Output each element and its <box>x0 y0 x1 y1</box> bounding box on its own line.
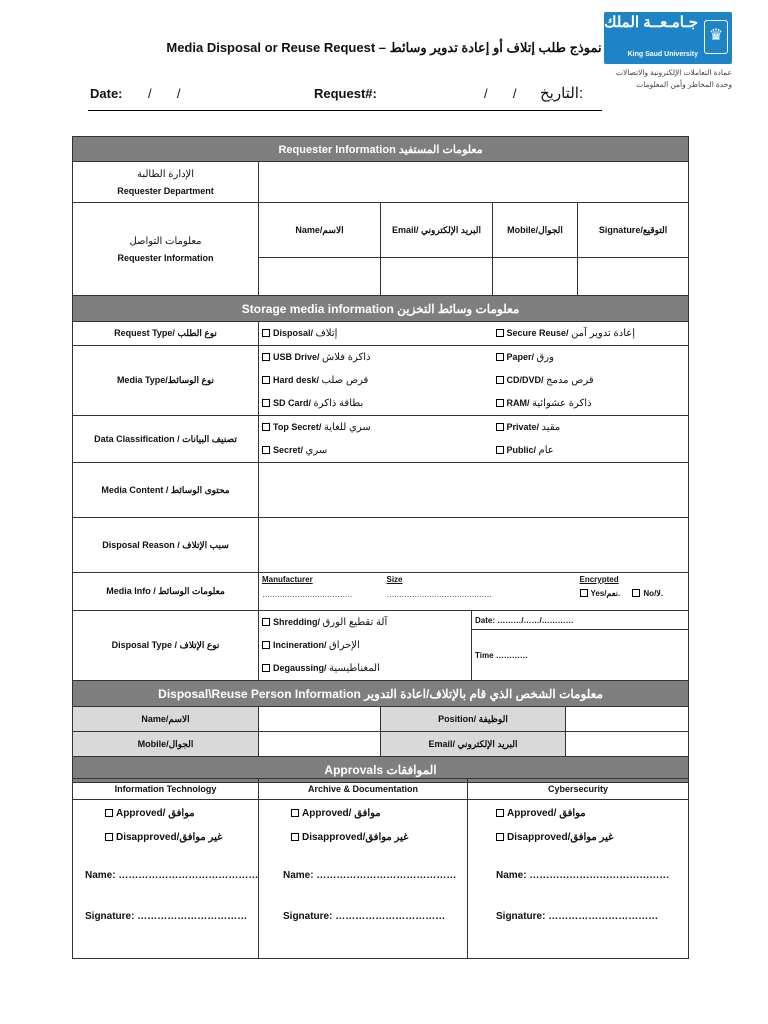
storage-section-header: Storage media information معلومات وسائط التخزين <box>73 296 689 322</box>
option-paper[interactable]: Paper/ ورق <box>496 346 686 369</box>
column-email: Email/ البريد الإلكتروني <box>381 203 493 258</box>
person-email-label: Email/ البريد الإلكتروني <box>381 732 566 757</box>
checkbox[interactable] <box>262 329 270 337</box>
encrypted-label: Encrypted <box>579 575 619 584</box>
archive-name-line[interactable]: Name: …………………………………… <box>283 870 457 881</box>
cyber-signature-line[interactable]: Signature: …………………………… <box>496 911 659 922</box>
logo-english-name: King Saud University <box>627 51 698 58</box>
media-content-label: Media Content / محتوى الوسائط <box>73 463 259 518</box>
approval-col-archive: Archive & Documentation <box>259 779 468 800</box>
option-degaussing[interactable]: Degaussing/ المغناطيسية <box>262 657 468 680</box>
disposal-time-field[interactable]: Time ………… <box>472 630 689 681</box>
approval-col-cyber: Cybersecurity <box>468 779 689 800</box>
approval-col-it: Information Technology <box>73 779 259 800</box>
archive-disapproved-option[interactable]: Disapproved/غير موافق <box>283 826 443 850</box>
requester-signature-field[interactable] <box>578 258 689 296</box>
data-classification-label: Data Classification / تصنيف البيانات <box>73 416 259 463</box>
approvals-section-header: Approvals الموافقات <box>73 757 689 783</box>
option-usb-drive[interactable]: USB Drive/ ذاكرة فلاش <box>262 346 490 369</box>
requester-mobile-field[interactable] <box>493 258 578 296</box>
request-type-label: Request Type/ نوع الطلب <box>73 322 259 346</box>
requester-info-en: Requester Information <box>117 252 214 263</box>
header-underline <box>88 110 602 111</box>
approval-it <box>73 800 259 959</box>
option-incineration[interactable]: Incineration/ الإحراق <box>262 634 468 657</box>
media-info-label: Media Info / معلومات الوسائط <box>73 573 259 611</box>
option-private[interactable]: Private/ مقيد <box>496 416 686 439</box>
option-cd-dvd[interactable]: CD/DVD/ قرص مدمج <box>496 369 686 392</box>
requester-name-field[interactable] <box>259 258 381 296</box>
option-public[interactable]: Public/ عام <box>496 439 686 462</box>
option-secret[interactable]: Secret/ سري <box>262 439 490 462</box>
request-number-label: Request#: <box>314 86 377 101</box>
requester-section-header: Requester Information معلومات المستفيد <box>73 137 689 162</box>
person-email-field[interactable] <box>566 732 689 757</box>
it-approved-option[interactable]: Approved/ موافق <box>85 802 246 826</box>
emblem-icon: ♛ <box>704 20 728 54</box>
column-mobile: Mobile/الجوال <box>493 203 578 258</box>
size-field[interactable]: …………………………………… <box>386 590 492 599</box>
option-secure-reuse[interactable]: Secure Reuse/ إعادة تدوير آمن <box>493 322 689 346</box>
requester-department-field[interactable] <box>259 162 689 203</box>
person-position-label: Position/ الوظيفة <box>381 707 566 732</box>
person-position-field[interactable] <box>566 707 689 732</box>
cyber-name-line[interactable]: Name: …………………………………… <box>496 870 670 881</box>
option-hard-desk[interactable]: Hard desk/ قرص صلب <box>262 369 490 392</box>
archive-signature-line[interactable]: Signature: …………………………… <box>283 911 446 922</box>
form-title: Media Disposal or Reuse Request – نموذج طلب إتلاف أو إعادة تدوير وسائط <box>166 40 602 55</box>
approval-cyber <box>468 800 689 959</box>
it-signature-line[interactable]: Signature: …………………………… <box>85 911 248 922</box>
date-label: Date: <box>90 86 123 101</box>
size-label: Size <box>386 575 403 584</box>
column-signature: Signature/التوقيع <box>578 203 689 258</box>
form-table <box>72 136 689 783</box>
ar-date-label: التاريخ: <box>540 85 584 102</box>
option-yes[interactable]: Yes/نعم. <box>580 589 621 598</box>
option-sd-card[interactable]: SD Card/ بطاقة ذاكرة <box>262 392 490 415</box>
date-slashes: / / <box>148 86 181 101</box>
person-name-label: Name/الاسم <box>73 707 259 732</box>
requester-department-ar: الإدارة الطالبة <box>136 168 195 180</box>
it-name-line[interactable]: Name: …………………………………… <box>85 870 259 881</box>
column-name: Name/الاسم <box>259 203 381 258</box>
person-name-field[interactable] <box>259 707 381 732</box>
approval-archive <box>259 800 468 959</box>
disposal-reason-field[interactable] <box>259 518 689 573</box>
requester-department-en: Requester Department <box>117 185 214 196</box>
disposal-type-label: Disposal Type / نوع الإتلاف <box>73 611 259 681</box>
option-top-secret[interactable]: Top Secret/ سري للغاية <box>262 416 490 439</box>
university-logo <box>565 12 732 64</box>
disposal-date-field[interactable]: Date: ………/……/………… <box>472 611 689 630</box>
requester-info-label <box>73 203 259 296</box>
requester-info-ar: معلومات التواصل <box>129 235 202 247</box>
checkbox[interactable] <box>496 329 504 337</box>
archive-approved-option[interactable]: Approved/ موافق <box>283 802 443 826</box>
cyber-disapproved-option[interactable]: Disapproved/غير موافق <box>496 826 660 850</box>
person-mobile-label: Mobile/الجوال <box>73 732 259 757</box>
person-section-header: Disposal\Reuse Person Information معلومات الشخص الذي قام بالإتلاف/اعادة التدوير <box>73 681 689 707</box>
it-disapproved-option[interactable]: Disapproved/غير موافق <box>85 826 246 850</box>
ar-date-slashes: / / <box>484 86 517 101</box>
dept-line-2: وحدة المخاطر وأمن المعلومات <box>636 80 732 89</box>
manufacturer-label: Manufacturer <box>262 575 313 584</box>
manufacturer-field[interactable]: ……………………………… <box>262 590 352 599</box>
option-disposal[interactable]: Disposal/ إتلاف <box>259 322 493 346</box>
dept-line-1: عمادة التعاملات الإلكترونية والاتصالات <box>615 68 732 77</box>
media-type-label: Media Type/نوع الوسائط <box>73 346 259 416</box>
option-ram[interactable]: RAM/ ذاكرة عشوائية <box>496 392 686 415</box>
option-no[interactable]: No/لا. <box>632 589 663 598</box>
requester-email-field[interactable] <box>381 258 493 296</box>
requester-department-label <box>73 162 259 203</box>
media-content-field[interactable] <box>259 463 689 518</box>
person-mobile-field[interactable] <box>259 732 381 757</box>
cyber-approved-option[interactable]: Approved/ موافق <box>496 802 660 826</box>
option-shredding[interactable]: Shredding/ آلة تقطيع الورق <box>262 611 468 634</box>
approvals-table <box>72 778 689 959</box>
disposal-reason-label: Disposal Reason / سبب الإتلاف <box>73 518 259 573</box>
logo-arabic-name: جـامـعــة الملك سعود <box>565 14 698 31</box>
